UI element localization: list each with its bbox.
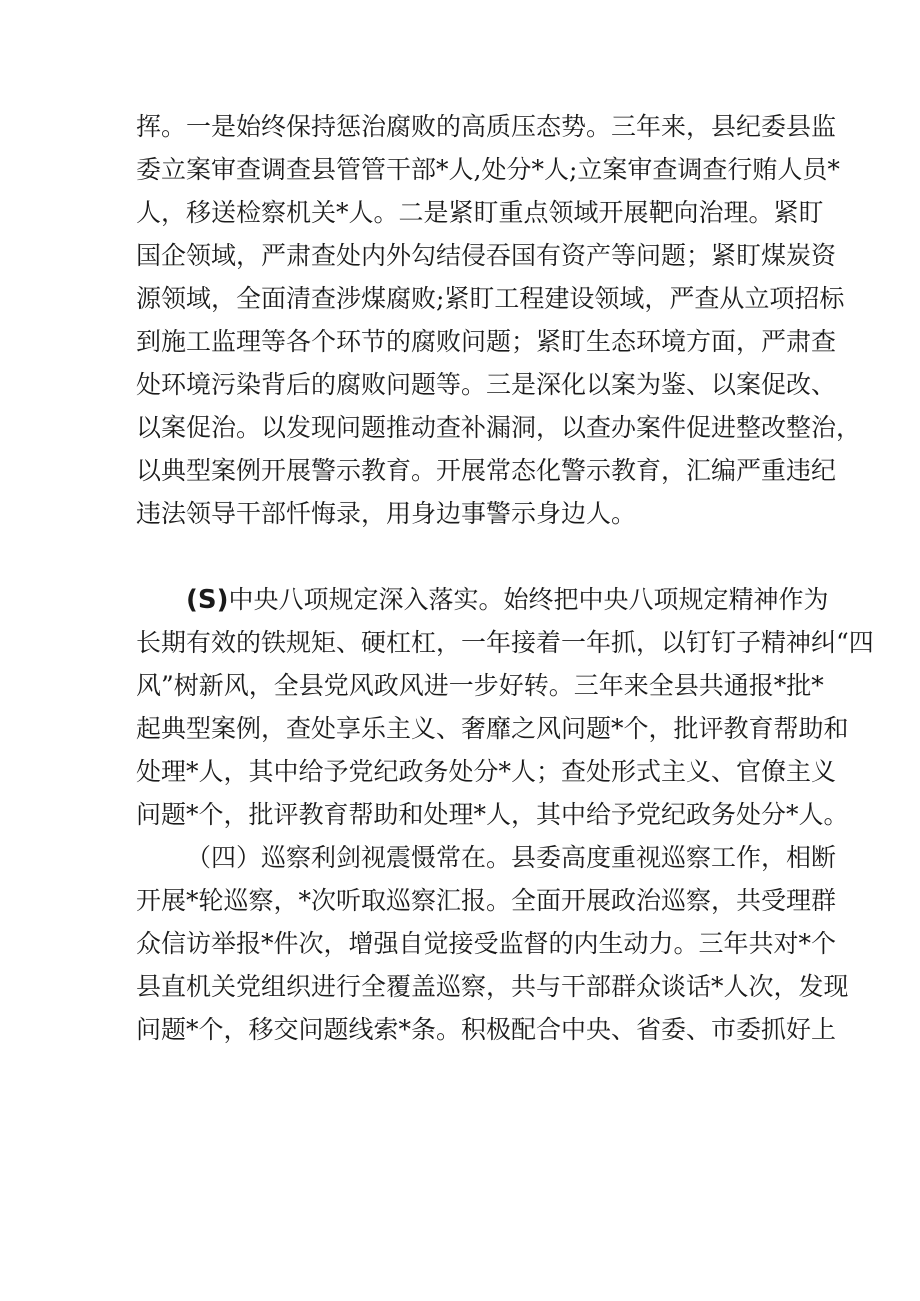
section-heading-line — [186, 580, 829, 620]
section-marker: (S) — [186, 585, 229, 615]
section-heading-text: 中央八项规定深入落实。始终把中央八项规定精神作为 — [228, 585, 829, 614]
text-line: 以典型案例开展警示教育。开展常态化警示教育，汇编严重违纪 — [136, 456, 837, 485]
text-line: 挥。一是始终保持惩治腐败的高质压态势。三年来，县纪委县监 — [136, 112, 837, 141]
text-line: 到施工监理等各个环节的腐败问题；紧盯生态环境方面，严肃查 — [136, 327, 837, 356]
text-line: 起典型案例，查处享乐主义、奢靡之风问题*个，批评教育帮助和 — [136, 714, 849, 743]
section-heading-line: （四）巡察利剑视震慑常在。县委高度重视巡察工作，相断 — [186, 843, 837, 872]
text-line: 众信访举报*件次，增强自觉接受监督的内生动力。三年共对*个 — [136, 929, 837, 958]
text-line: 长期有效的铁规矩、硬杠杠，一年接着一年抓，以钉钉子精神纠“四 — [136, 628, 874, 657]
text-line: 处理*人，其中给予党纪政务处分*人；查处形式主义、官僚主义 — [136, 757, 837, 786]
text-line: 以案促治。以发现问题推动查补漏洞，以查办案件促进整改整治， — [136, 413, 862, 442]
text-line: 源领域，全面清查涉煤腐败;紧盯工程建设领域，严查从立项招标 — [136, 284, 845, 313]
text-line: 问题*个，批评教育帮助和处理*人，其中给予党纪政务处分*人。 — [136, 800, 849, 829]
text-line: 违法领导干部忏悔录，用身边事警示身边人。 — [136, 499, 637, 528]
text-line: 国企领域，严肃查处内外勾结侵吞国有资产等问题；紧盯煤炭资 — [136, 241, 837, 270]
text-line: 县直机关党组织进行全覆盖巡察，共与干部群众谈话*人次，发现 — [136, 972, 849, 1001]
text-line: 问题*个，移交问题线索*条。积极配合中央、省委、市委抓好上 — [136, 1015, 837, 1044]
text-line: 风”树新风，全县党风政风进一步好转。三年来全县共通报*批* — [136, 671, 824, 700]
text-line: 处环境污染背后的腐败问题等。三是深化以案为鉴、以案促改、 — [136, 370, 837, 399]
text-line: 开展*轮巡察，*次听取巡察汇报。全面开展政治巡察，共受理群 — [136, 886, 837, 915]
text-line: 人，移送检察机关*人。二是紧盯重点领域开展靶向治理。紧盯 — [136, 198, 824, 227]
text-line: 委立案审查调查县管管干部*人,处分*人;立案审查调查行贿人员* — [136, 155, 840, 184]
